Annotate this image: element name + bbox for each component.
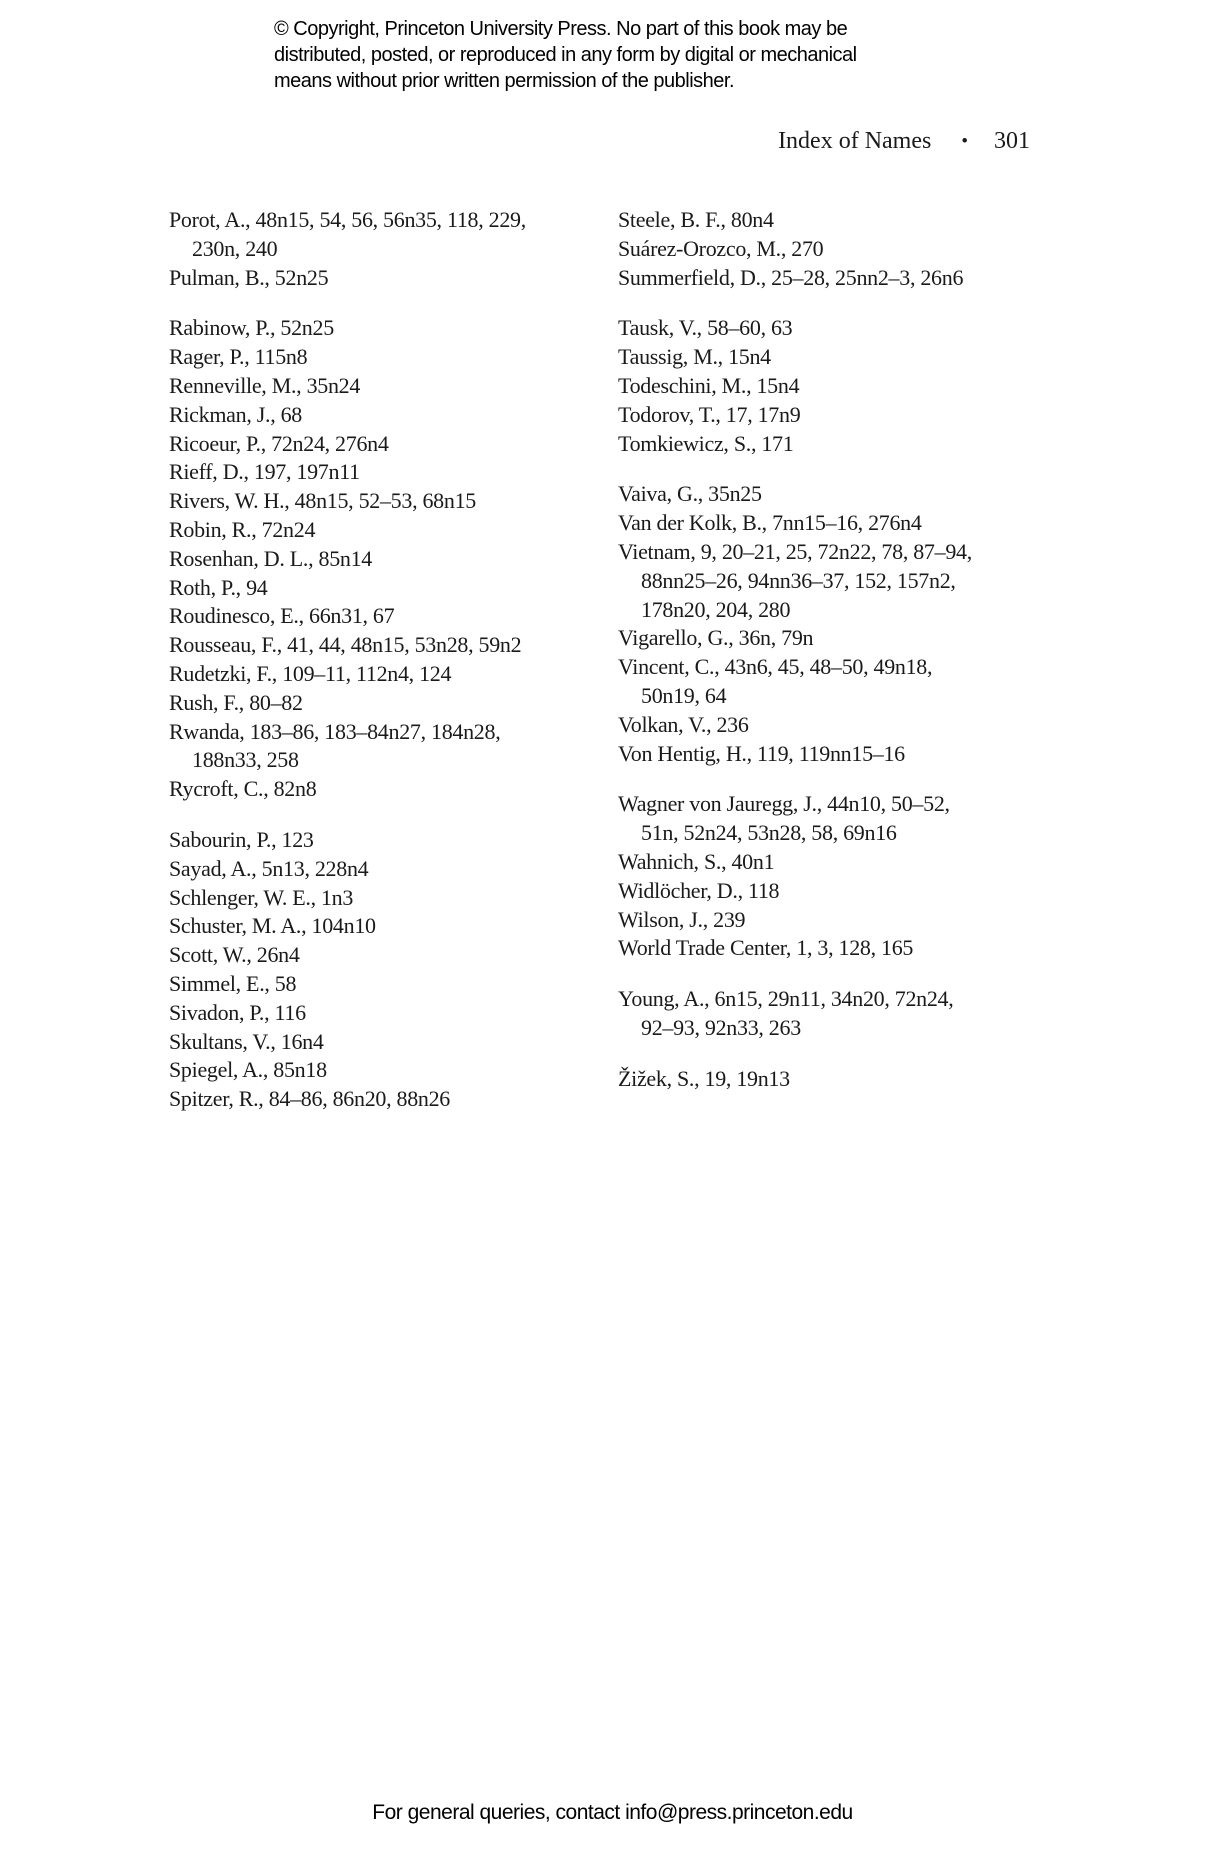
copyright-line: means without prior written permission of the publisher. xyxy=(274,70,735,92)
index-entry-line: 230n, 240 xyxy=(192,235,278,261)
index-entry-line: Pulman, B., 52n25 xyxy=(169,264,329,290)
index-entry-line: 178n20, 204, 280 xyxy=(641,596,791,622)
running-header xyxy=(778,126,1030,157)
index-entry-line: Van der Kolk, B., 7nn15–16, 276n4 xyxy=(618,510,922,536)
section-gap xyxy=(169,804,581,826)
index-entry-line: 51n, 52n24, 53n28, 58, 69n16 xyxy=(641,820,897,846)
index-entry-line: Rudetzki, F., 109–11, 112n4, 124 xyxy=(169,660,452,686)
index-entry-line: Von Hentig, H., 119, 119nn15–16 xyxy=(618,740,905,766)
index-entry-line: 188n33, 258 xyxy=(192,747,299,773)
index-entry-line: Ricoeur, P., 72n24, 276n4 xyxy=(169,430,389,456)
index-entry-line: Vietnam, 9, 20–21, 25, 72n22, 78, 87–94, xyxy=(618,538,972,564)
index-entry-line: Rousseau, F., 41, 44, 48n15, 53n28, 59n2 xyxy=(169,632,522,658)
index-entry-line: Skultans, V., 16n4 xyxy=(169,1028,324,1054)
section-gap xyxy=(169,292,581,314)
index-columns xyxy=(169,206,1030,1114)
index-entry-line: 92–93, 92n33, 263 xyxy=(641,1014,801,1040)
index-column-right xyxy=(618,206,1030,1114)
index-entry-line: Volkan, V., 236 xyxy=(618,711,749,737)
index-entry-line: Žižek, S., 19, 19n13 xyxy=(618,1065,790,1091)
index-entry-line: 88nn25–26, 94nn36–37, 152, 157n2, xyxy=(641,567,956,593)
copyright-line: distributed, posted, or reproduced in any form by digital or mechanical xyxy=(274,44,857,66)
index-entry-line: Wilson, J., 239 xyxy=(618,906,746,932)
section-gap xyxy=(618,1043,1030,1065)
section-gap xyxy=(618,963,1030,985)
index-entry-line: Sabourin, P., 123 xyxy=(169,826,314,852)
index-entry-line: Widlöcher, D., 118 xyxy=(618,877,780,903)
running-header-title: Index of Names xyxy=(778,128,932,154)
index-entry-line: Schlenger, W. E., 1n3 xyxy=(169,884,354,910)
footer-contact: For general queries, contact info@press.princeton.edu xyxy=(372,1801,853,1824)
section-gap xyxy=(618,458,1030,480)
index-entry-line: Rycroft, C., 82n8 xyxy=(169,776,317,802)
index-entry-line: Simmel, E., 58 xyxy=(169,970,297,996)
section-gap xyxy=(618,292,1030,314)
index-entry-line: World Trade Center, 1, 3, 128, 165 xyxy=(618,935,914,961)
index-entry-line: Young, A., 6n15, 29n11, 34n20, 72n24, xyxy=(618,986,954,1012)
index-entry-line: Sivadon, P., 116 xyxy=(169,999,306,1025)
index-entry-line: Rager, P., 115n8 xyxy=(169,344,308,370)
bullet-separator: • xyxy=(961,131,968,152)
index-entry-line: Scott, W., 26n4 xyxy=(169,942,300,968)
index-entry-line: Rwanda, 183–86, 183–84n27, 184n28, xyxy=(169,718,501,744)
index-entry-line: 50n19, 64 xyxy=(641,682,727,708)
index-entry-line: Roth, P., 94 xyxy=(169,574,268,600)
index-entry-line: Rabinow, P., 52n25 xyxy=(169,315,334,341)
index-entry-line: Vaiva, G., 35n25 xyxy=(618,481,762,507)
index-entry-line: Tomkiewicz, S., 171 xyxy=(618,430,794,456)
index-column-left xyxy=(169,206,581,1114)
index-entry-line: Rush, F., 80–82 xyxy=(169,689,303,715)
section-gap xyxy=(618,768,1030,790)
index-entry-line: Wahnich, S., 40n1 xyxy=(618,848,775,874)
index-entry-line: Taussig, M., 15n4 xyxy=(618,344,771,370)
index-entry-line: Porot, A., 48n15, 54, 56, 56n35, 118, 229, xyxy=(169,207,526,232)
index-entry-line: Todorov, T., 17, 17n9 xyxy=(618,401,801,427)
copyright-notice xyxy=(274,16,857,94)
index-entry-line: Renneville, M., 35n24 xyxy=(169,372,361,398)
index-entry-line: Schuster, M. A., 104n10 xyxy=(169,913,376,939)
index-entry-line: Spiegel, A., 85n18 xyxy=(169,1057,327,1083)
index-entry-line: Suárez-Orozco, M., 270 xyxy=(618,235,824,261)
index-entry-line: Roudinesco, E., 66n31, 67 xyxy=(169,603,395,629)
index-entry-line: Robin, R., 72n24 xyxy=(169,516,316,542)
index-entry-line: Todeschini, M., 15n4 xyxy=(618,372,800,398)
copyright-line: © Copyright, Princeton University Press. No part of this book may be xyxy=(274,18,848,40)
index-entry-line: Vincent, C., 43n6, 45, 48–50, 49n18, xyxy=(618,654,933,680)
index-entry-line: Rieff, D., 197, 197n11 xyxy=(169,459,360,485)
index-entry-line: Tausk, V., 58–60, 63 xyxy=(618,315,793,341)
index-entry-line: Spitzer, R., 84–86, 86n20, 88n26 xyxy=(169,1086,451,1112)
page-number: 301 xyxy=(994,128,1030,154)
index-entry-line: Summerfield, D., 25–28, 25nn2–3, 26n6 xyxy=(618,264,964,290)
index-entry-line: Vigarello, G., 36n, 79n xyxy=(618,625,814,651)
index-entry-line: Steele, B. F., 80n4 xyxy=(618,207,774,232)
index-entry-line: Rivers, W. H., 48n15, 52–53, 68n15 xyxy=(169,488,476,514)
index-entry-line: Wagner von Jauregg, J., 44n10, 50–52, xyxy=(618,791,950,817)
index-entry-line: Rosenhan, D. L., 85n14 xyxy=(169,545,372,571)
index-entry-line: Sayad, A., 5n13, 228n4 xyxy=(169,855,369,881)
index-entry-line: Rickman, J., 68 xyxy=(169,401,302,427)
